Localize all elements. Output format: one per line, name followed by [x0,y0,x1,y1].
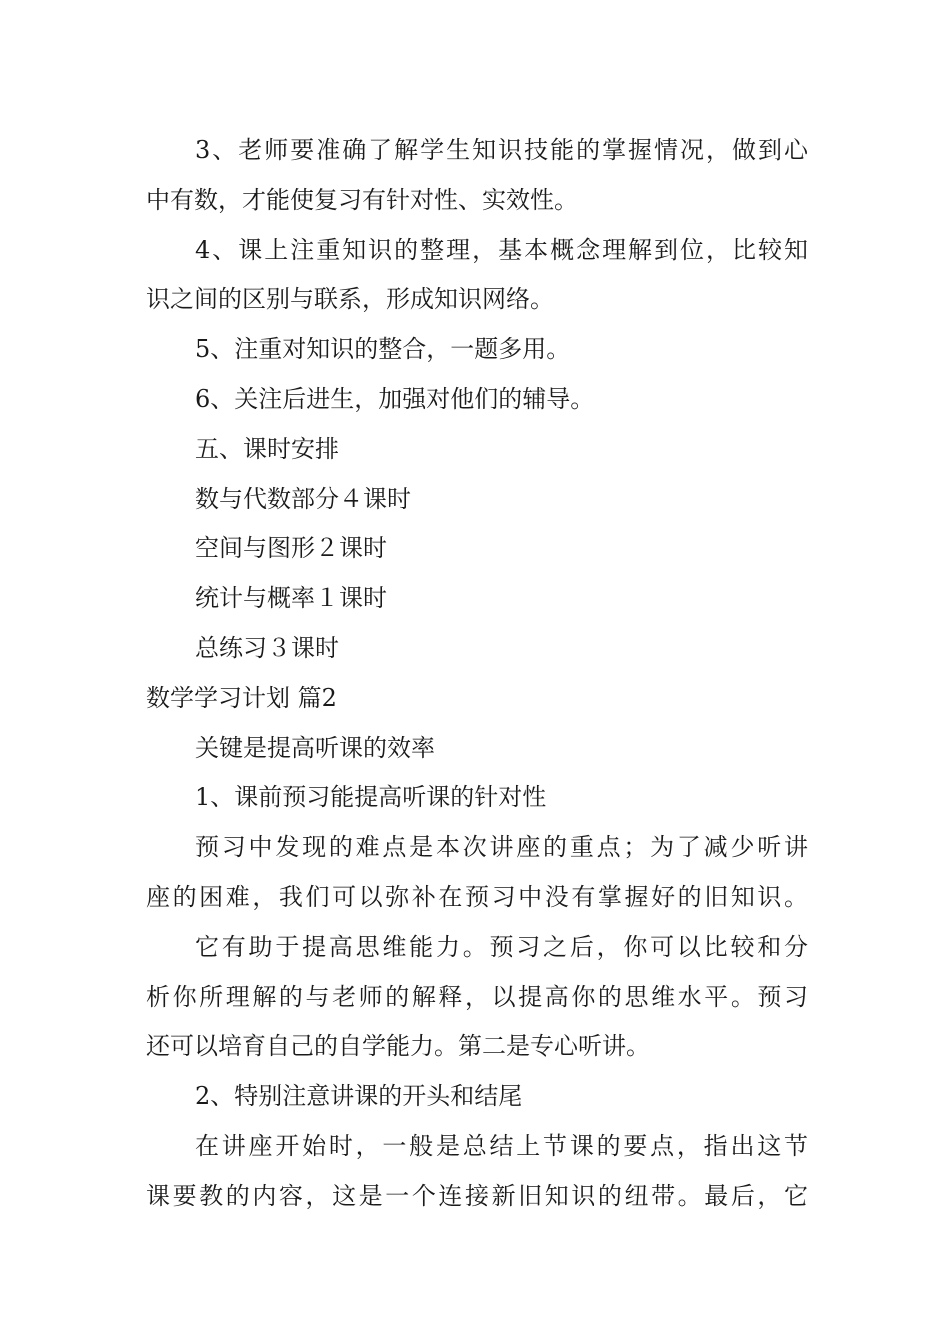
paragraph-line: 它有助于提高思维能力。预习之后，你可以比较和分 [195,932,808,961]
paragraph-line: 座的困难，我们可以弥补在预习中没有掌握好的旧知识。 [146,882,808,911]
schedule-item: 空间与图形２课时 [195,534,387,563]
paragraph-line: 在讲座开始时，一般是总结上节课的要点，指出这节 [195,1131,808,1160]
paragraph-line: 3、老师要准确了解学生知识技能的掌握情况，做到心 [195,136,808,164]
schedule-item: 总练习３课时 [195,633,339,662]
paragraph-line: 5、注重对知识的整合，一题多用。 [195,335,571,364]
paragraph-line: 识之间的区别与联系，形成知识网络。 [146,285,554,314]
paragraph-line: 6、关注后进生，加强对他们的辅导。 [195,384,595,413]
section-heading: 五、课时安排 [195,434,339,463]
paragraph-line: 课要教的内容，这是一个连接新旧知识的纽带。最后，它 [146,1181,808,1210]
schedule-item: 数与代数部分４课时 [195,484,411,513]
document-body [146,126,808,1222]
subheading: 1、课前预习能提高听课的针对性 [195,783,547,812]
paragraph-line: 预习中发现的难点是本次讲座的重点；为了减少听讲 [195,833,808,862]
article-title: 数学学习计划 篇2 [146,683,337,712]
paragraph-line: 中有数，才能使复习有针对性、实效性。 [146,185,578,214]
paragraph-line: 析你所理解的与老师的解释，以提高你的思维水平。预习 [146,982,808,1011]
subheading: 2、特别注意讲课的开头和结尾 [195,1082,523,1111]
paragraph-line: 关键是提高听课的效率 [195,733,435,762]
schedule-item: 统计与概率１课时 [195,584,387,613]
paragraph-line: 4、课上注重知识的整理，基本概念理解到位，比较知 [195,235,808,264]
paragraph-line: 还可以培育自己的自学能力。第二是专心听讲。 [146,1032,650,1061]
